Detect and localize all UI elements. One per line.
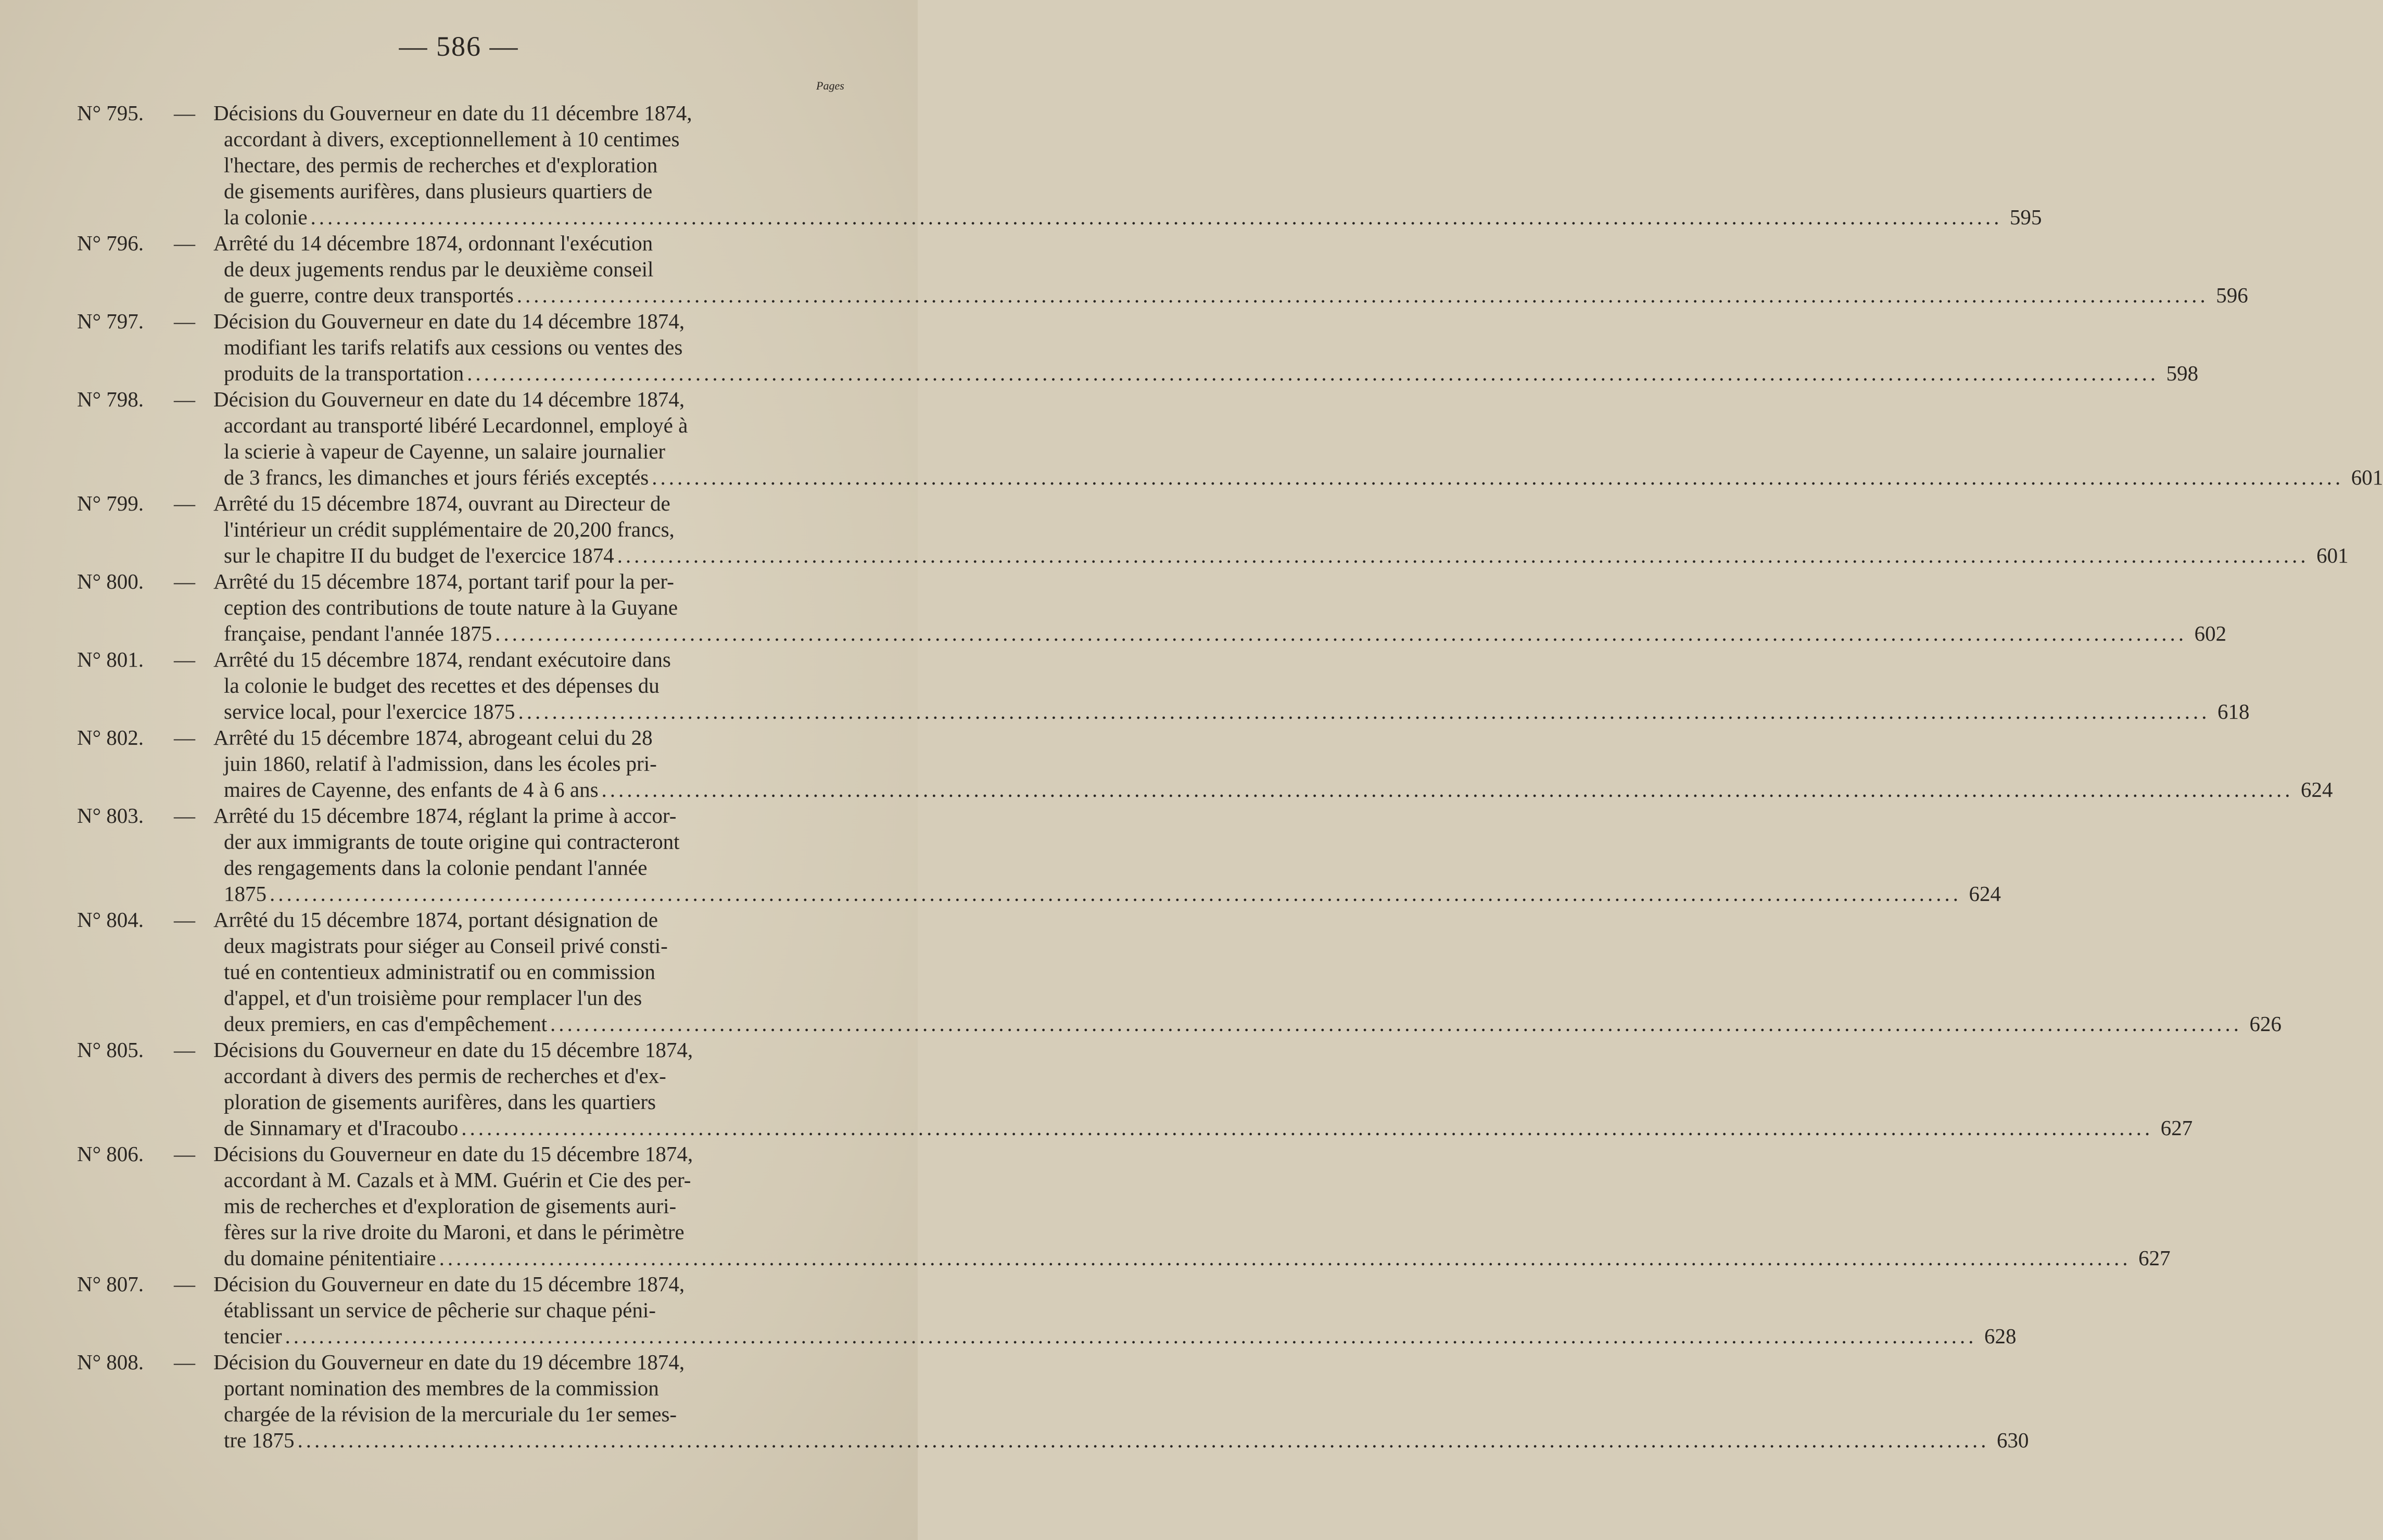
entry-last-text: de 3 francs, les dimanches et jours fériés exceptés	[224, 465, 649, 489]
toc-entry	[0, 100, 2042, 230]
entry-dash: —	[174, 1038, 195, 1062]
entry-last-line	[224, 1245, 2171, 1271]
dot-leader: ........................................................................................................................................................................................................	[495, 621, 2187, 645]
entry-text-line: Arrêté du 15 décembre 1874, portant tarif pour la per-	[213, 569, 674, 593]
entry-last-line	[224, 620, 2227, 646]
entry-last-line	[224, 464, 2383, 490]
entry-last-line	[224, 777, 2333, 803]
dot-leader: ........................................................................................................................................................................................................	[310, 205, 2002, 229]
entry-text	[213, 1037, 812, 1115]
entry-text-line: Décisions du Gouverneur en date du 15 décembre 1874,	[213, 1142, 693, 1166]
entry-text-line: Arrêté du 15 décembre 1874, rendant exécutoire dans	[213, 647, 671, 671]
entry-last-line	[224, 1323, 2017, 1349]
entry-number: N° 808.	[77, 1350, 144, 1374]
entry-text-line: Arrêté du 15 décembre 1874, abrogeant celui du 28	[213, 726, 653, 749]
entry-text-line: Arrêté du 15 décembre 1874, portant désignation de	[213, 908, 658, 932]
dot-leader: ........................................................................................................................................................................................................	[550, 1012, 2242, 1036]
entry-text-line: accordant à divers, exceptionnellement à 10 centimes	[224, 127, 680, 151]
entry-last-text: de Sinnamary et d'Iracoubo	[224, 1116, 459, 1140]
entry-text-line: Arrêté du 15 décembre 1874, réglant la prime à accor-	[213, 804, 677, 828]
pages-column-label: Pages	[816, 79, 844, 92]
entry-text-line: modifiant les tarifs relatifs aux cessions ou ventes des	[224, 335, 683, 359]
entry-page-number: 630	[1997, 1428, 2029, 1452]
entry-number: N° 805.	[77, 1038, 144, 1062]
entry-text-line: ploration de gisements aurifères, dans les quartiers	[224, 1090, 656, 1114]
dot-leader: ........................................................................................................................................................................................................	[461, 1116, 2153, 1140]
entry-dash: —	[174, 231, 195, 255]
entry-page-number: 624	[1969, 882, 2001, 906]
entry-number: N° 799.	[77, 491, 144, 515]
entry-text-line: l'intérieur un crédit supplémentaire de 20,200 francs,	[224, 517, 675, 541]
toc-entry	[0, 803, 2001, 907]
entry-text	[213, 724, 812, 777]
entry-page-number: 627	[2160, 1116, 2193, 1140]
entry-number: N° 796.	[77, 231, 144, 255]
toc-entry	[0, 490, 2349, 568]
entry-last-text: maires de Cayenne, des enfants de 4 à 6 ans	[224, 778, 599, 801]
entry-number: N° 800.	[77, 569, 144, 593]
entry-text-line: portant nomination des membres de la commission	[224, 1376, 659, 1400]
entry-number: N° 804.	[77, 908, 144, 932]
entry-text-line: Décision du Gouverneur en date du 14 décembre 1874,	[213, 387, 685, 411]
entry-last-text: de guerre, contre deux transportés	[224, 283, 514, 307]
entry-last-text: 1875	[224, 882, 267, 906]
entry-text-line: des rengagements dans la colonie pendant l'année	[224, 856, 648, 880]
entry-number: N° 803.	[77, 804, 144, 828]
entry-last-line	[224, 542, 2349, 568]
entry-text	[213, 646, 812, 698]
entry-page-number: 601	[2316, 543, 2349, 567]
entry-text-line: d'appel, et d'un troisième pour remplacer l'un des	[224, 986, 642, 1010]
entry-last-text: tre 1875	[224, 1428, 295, 1452]
entry-text	[213, 907, 812, 1011]
toc-entry	[0, 646, 2250, 724]
entry-text-line: de deux jugements rendus par le deuxième conseil	[224, 257, 654, 281]
dot-leader: ........................................................................................................................................................................................................	[652, 465, 2344, 489]
entry-last-text: tencier	[224, 1324, 282, 1348]
entry-dash: —	[174, 908, 195, 932]
entry-dash: —	[174, 1350, 195, 1374]
entry-last-text: française, pendant l'année 1875	[224, 621, 492, 645]
dot-leader: ........................................................................................................................................................................................................	[601, 778, 2293, 801]
entry-text-line: Décision du Gouverneur en date du 15 décembre 1874,	[213, 1272, 685, 1296]
toc-entry	[0, 1271, 2017, 1349]
entry-number: N° 798.	[77, 387, 144, 411]
entry-last-line	[224, 282, 2248, 308]
entry-text-line: Décision du Gouverneur en date du 14 décembre 1874,	[213, 309, 685, 333]
entry-last-text: service local, pour l'exercice 1875	[224, 699, 515, 723]
entry-last-line	[224, 698, 2250, 724]
entry-text	[213, 308, 812, 360]
entry-last-text: la colonie	[224, 205, 308, 229]
dot-leader: ........................................................................................................................................................................................................	[516, 283, 2209, 307]
toc-entry	[0, 230, 2248, 308]
entry-text	[213, 803, 812, 881]
entry-text-line: Arrêté du 14 décembre 1874, ordonnant l'exécution	[213, 231, 653, 255]
entry-last-text: deux premiers, en cas d'empêchement	[224, 1012, 547, 1036]
entry-dash: —	[174, 569, 195, 593]
entry-page-number: 602	[2194, 621, 2227, 645]
entry-page-number: 601	[2351, 465, 2383, 489]
entry-page-number: 627	[2138, 1246, 2171, 1270]
entry-text	[213, 230, 812, 282]
entry-text-line: de gisements aurifères, dans plusieurs quartiers de	[224, 179, 653, 203]
entry-text-line: accordant à M. Cazals et à MM. Guérin et Cie des per-	[224, 1168, 691, 1192]
entry-page-number: 626	[2249, 1012, 2281, 1036]
entry-last-line	[224, 204, 2042, 230]
toc-entry	[0, 568, 2227, 646]
entry-text	[213, 1349, 812, 1427]
dot-leader: ........................................................................................................................................................................................................	[297, 1428, 1989, 1452]
entry-number: N° 797.	[77, 309, 144, 333]
entry-last-text: du domaine pénitentiaire	[224, 1246, 436, 1270]
entry-number: N° 802.	[77, 726, 144, 749]
entry-text	[213, 1141, 812, 1245]
entry-dash: —	[174, 1272, 195, 1296]
entry-number: N° 801.	[77, 647, 144, 671]
toc-entries	[0, 100, 2383, 1453]
page-number: — 586 —	[399, 31, 519, 62]
entry-page-number: 624	[2301, 778, 2333, 801]
entry-text-line: accordant au transporté libéré Lecardonnel, employé à	[224, 413, 688, 437]
entry-text-line: l'hectare, des permis de recherches et d'exploration	[224, 153, 658, 177]
entry-text-line: tué en contentieux administratif ou en commission	[224, 960, 655, 984]
entry-text-line: juin 1860, relatif à l'admission, dans les écoles pri-	[224, 752, 657, 775]
entry-text	[213, 1271, 812, 1323]
entry-text-line: Décisions du Gouverneur en date du 11 décembre 1874,	[213, 101, 692, 125]
entry-text-line: der aux immigrants de toute origine qui contracteront	[224, 830, 680, 854]
entry-dash: —	[174, 387, 195, 411]
entry-last-text: produits de la transportation	[224, 361, 464, 385]
entry-text-line: la colonie le budget des recettes et des dépenses du	[224, 673, 660, 697]
entry-text-line: ception des contributions de toute nature à la Guyane	[224, 595, 678, 619]
toc-entry	[0, 1141, 2171, 1271]
entry-text	[213, 386, 812, 464]
entry-text-line: chargée de la révision de la mercuriale du 1er semes-	[224, 1402, 677, 1426]
entry-last-text: sur le chapitre II du budget de l'exercice 1874	[224, 543, 614, 567]
entry-page-number: 618	[2217, 699, 2250, 723]
entry-last-line	[224, 881, 2001, 907]
entry-text-line: Arrêté du 15 décembre 1874, ouvrant au Directeur de	[213, 491, 670, 515]
entry-dash: —	[174, 101, 195, 125]
entry-dash: —	[174, 1142, 195, 1166]
entry-dash: —	[174, 309, 195, 333]
entry-text	[213, 490, 812, 542]
entry-text	[213, 568, 812, 620]
dot-leader: ........................................................................................................................................................................................................	[467, 361, 2159, 385]
dot-leader: ........................................................................................................................................................................................................	[270, 882, 1961, 906]
toc-entry	[0, 386, 2383, 490]
entry-dash: —	[174, 491, 195, 515]
entry-dash: —	[174, 726, 195, 749]
toc-entry	[0, 907, 2281, 1037]
toc-entry	[0, 308, 2199, 386]
entry-dash: —	[174, 647, 195, 671]
entry-text-line: établissant un service de pêcherie sur chaque péni-	[224, 1298, 656, 1322]
entry-number: N° 807.	[77, 1272, 144, 1296]
entry-text-line: mis de recherches et d'exploration de gisements auri-	[224, 1194, 677, 1218]
dot-leader: ........................................................................................................................................................................................................	[617, 543, 2309, 567]
entry-text-line: Décision du Gouverneur en date du 19 décembre 1874,	[213, 1350, 685, 1374]
entry-text-line: fères sur la rive droite du Maroni, et dans le périmètre	[224, 1220, 685, 1244]
entry-page-number: 596	[2216, 283, 2248, 307]
entry-text	[213, 100, 812, 204]
entry-last-line	[224, 360, 2199, 386]
dot-leader: ........................................................................................................................................................................................................	[518, 699, 2210, 723]
entry-number: N° 806.	[77, 1142, 144, 1166]
toc-entry	[0, 1349, 2029, 1453]
toc-entry	[0, 1037, 2193, 1141]
entry-last-line	[224, 1011, 2281, 1037]
entry-text-line: accordant à divers des permis de recherches et d'ex-	[224, 1064, 666, 1088]
entry-last-line	[224, 1427, 2029, 1453]
entry-page-number: 598	[2166, 361, 2199, 385]
entry-text-line: Décisions du Gouverneur en date du 15 décembre 1874,	[213, 1038, 693, 1062]
entry-page-number: 628	[1984, 1324, 2017, 1348]
dot-leader: ........................................................................................................................................................................................................	[439, 1246, 2131, 1270]
entry-text-line: la scierie à vapeur de Cayenne, un salaire journalier	[224, 439, 666, 463]
toc-entry	[0, 724, 2333, 803]
entry-number: N° 795.	[77, 101, 144, 125]
dot-leader: ........................................................................................................................................................................................................	[285, 1324, 1977, 1348]
entry-text-line: deux magistrats pour siéger au Conseil privé consti-	[224, 934, 668, 958]
entry-dash: —	[174, 804, 195, 828]
entry-last-line	[224, 1115, 2193, 1141]
entry-page-number: 595	[2010, 205, 2042, 229]
